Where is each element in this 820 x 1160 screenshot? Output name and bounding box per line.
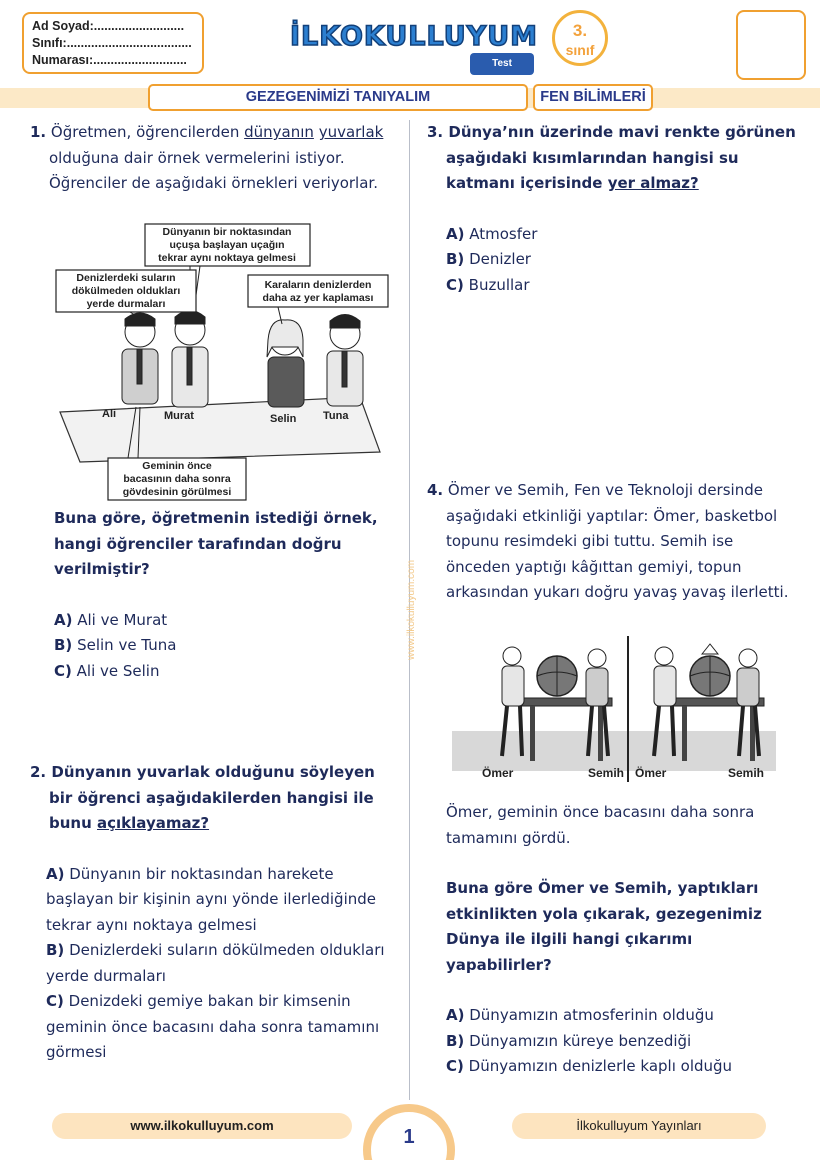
student-info-box [22,12,204,74]
option-3c[interactable] [446,273,797,299]
page-number: 1 [403,1126,415,1148]
option-key: B) [54,636,73,654]
bubble-right-line-1: Karaların denizlerden [264,279,372,291]
score-box[interactable] [736,10,806,80]
subject-label: FEN BİLİMLERİ [533,84,653,111]
question-4-intro: Ömer ve Semih, Fen ve Teknoloji dersinde aşağıdaki etkinliği yaptılar: Ömer, basketbol topunu resimdeki gibi tuttu. Semih ise önceden yaptığı kâğıttan gemiyi, topun arkasından yukarı doğru yavaş yavaş ilerletti. [446,481,789,601]
question-1-text-2: olduğuna dair örnek vermelerini istiyor. Öğrenciler de aşağıdaki örnekleri veriyorlar. [49,148,378,192]
question-1-number: 1. [30,123,47,141]
option-key: A) [46,864,65,883]
bubble-bottom-line-3: gövdesinin görülmesi [122,486,232,498]
bubble-right-line-2: daha az yer kaplaması [262,292,374,304]
bubble-bottom-line-1: Geminin önce [142,460,212,472]
question-1-stem [30,120,390,197]
option-2a[interactable] [46,862,390,939]
question-4-stem [427,478,797,606]
footer-website[interactable]: www.ilkokulluyum.com [52,1113,352,1139]
grade-label: sınıf [565,42,595,58]
bubble-top-line-1: Dünyanın bir noktasından [162,226,292,238]
watermark-text: www.ilkokulluyum.com [406,559,417,660]
bubble-top-line-2: uçuşa başlayan uçağın [169,239,285,251]
student-selin [267,320,304,407]
option-key: A) [54,610,73,629]
question-1-underlined-1: dünyanın [244,123,314,141]
question-3 [427,120,797,298]
question-4-question: Buna göre Ömer ve Semih, yaptıkları etkinlikten yola çıkarak, gezegenimiz Dünya ile ilgili hangi çıkarımı yapabilirler? [446,879,762,974]
question-4-figure [452,636,776,782]
option-text: Dünyamızın denizlerle kaplı olduğu [468,1057,733,1075]
figure-label-omer-2: Ömer [635,766,667,780]
grade-number: 3. [572,21,588,40]
student-murat [172,311,208,408]
speech-bubble-left [56,270,196,317]
question-4-prompt [446,800,796,1080]
watermark [404,500,418,660]
option-2b[interactable] [46,938,390,989]
option-text: Dünyamızın küreye benzediği [469,1031,692,1050]
option-key: A) [446,224,465,243]
option-text: Denizler [469,250,531,268]
question-1-prompt [54,506,394,684]
option-key: B) [446,250,465,268]
option-4c[interactable] [446,1054,796,1080]
speech-bubble-right [248,275,388,324]
question-3-number: 3. [427,123,444,141]
footer-publisher: İlkokulluyum Yayınları [512,1113,766,1139]
logo-text: İLKOKULLUYUM [290,20,538,52]
name-label-ali: Ali [102,408,117,420]
figure-label-semih-1: Semih [588,766,625,780]
name-label-selin: Selin [270,413,297,425]
option-text: Dünyamızın atmosferinin olduğu [469,1006,714,1024]
question-2 [30,760,390,1066]
question-1-figure [50,222,392,502]
logo [286,14,538,58]
option-text: Atmosfer [469,224,538,243]
figure-label-omer-1: Ömer [482,766,514,780]
question-4-observation: Ömer, geminin önce bacasını daha sonra tamamını gördü. [446,803,755,847]
option-1c[interactable] [54,659,394,685]
student-tuna [327,315,363,407]
student-ali [122,313,158,404]
question-3-text: Dünya’nın üzerinde mavi renkte görünen aşağıdaki kısımlarından hangisi su katmanı içerisinde [446,123,796,192]
option-1a[interactable] [54,608,394,634]
figure-label-semih-2: Semih [728,766,765,780]
option-key: C) [46,992,64,1010]
option-key: B) [46,941,65,959]
number-field[interactable]: Numarası:........................... [32,53,187,67]
option-key: C) [446,275,464,294]
option-1b[interactable] [54,633,394,659]
page-number-badge [363,1104,455,1160]
option-3a[interactable] [446,222,797,248]
name-field[interactable]: Ad Soyad:.......................... [32,19,185,33]
name-label-tuna: Tuna [323,410,349,422]
question-2-text: Dünyanın yuvarlak olduğunu söyleyen bir öğrenci aşağıdakilerden hangisi ile bunu [49,763,375,832]
bubble-top-line-3: tekrar aynı noktaya gelmesi [158,252,296,264]
option-text: Ali ve Selin [76,661,160,680]
name-label-murat: Murat [164,410,194,422]
option-key: A) [446,1006,465,1024]
question-2-stem [30,760,390,837]
question-4 [427,478,797,606]
question-3-underlined: yer almaz? [607,174,699,192]
grade-badge [552,10,608,66]
class-field[interactable]: Sınıfı:.................................... [32,36,192,50]
bubble-left-line-1: Denizlerdeki suların [76,272,176,284]
table-shape [60,397,380,462]
bubble-bottom-line-2: bacasının daha sonra [123,473,231,485]
test-badge: Test [470,53,534,75]
page-title: GEZEGENİMİZİ TANIYALIM [148,84,528,111]
option-3b[interactable] [446,247,797,273]
option-4b[interactable] [446,1029,796,1055]
question-1-text: Öğretmen, öğrencilerden [50,123,240,141]
option-2c[interactable] [46,989,390,1066]
bubble-left-line-3: yerde durmaları [86,298,166,310]
question-1-underlined-2: yuvarlak [318,123,384,141]
option-text: Ali ve Murat [77,610,168,629]
question-2-number: 2. [30,763,47,781]
option-text: Selin ve Tuna [77,636,177,654]
question-3-stem [427,120,797,197]
question-1-question: Buna göre, öğretmenin istediği örnek, hangi öğrenciler tarafından doğru verilmiştir? [54,509,378,578]
option-key: B) [446,1031,465,1050]
bubble-left-line-2: dökülmeden oldukları [71,285,181,297]
option-4a[interactable] [446,1003,796,1029]
option-text: Denizdeki gemiye bakan bir kimsenin geminin önce bacasını daha sonra tamamını görmesi [46,992,380,1061]
question-4-number: 4. [427,481,444,499]
option-text: Buzullar [468,275,530,294]
option-text: Dünyanın bir noktasından harekete başlayan bir kişinin aynı yönde ilerlediğinde tekrar aynı noktaya gelmesi [46,864,376,934]
question-2-underlined: açıklayamaz? [97,814,210,832]
option-key: C) [54,661,72,680]
option-text: Denizlerdeki suların dökülmeden oldukları yerde durmaları [46,941,385,985]
option-key: C) [446,1057,464,1075]
question-1 [30,120,390,197]
